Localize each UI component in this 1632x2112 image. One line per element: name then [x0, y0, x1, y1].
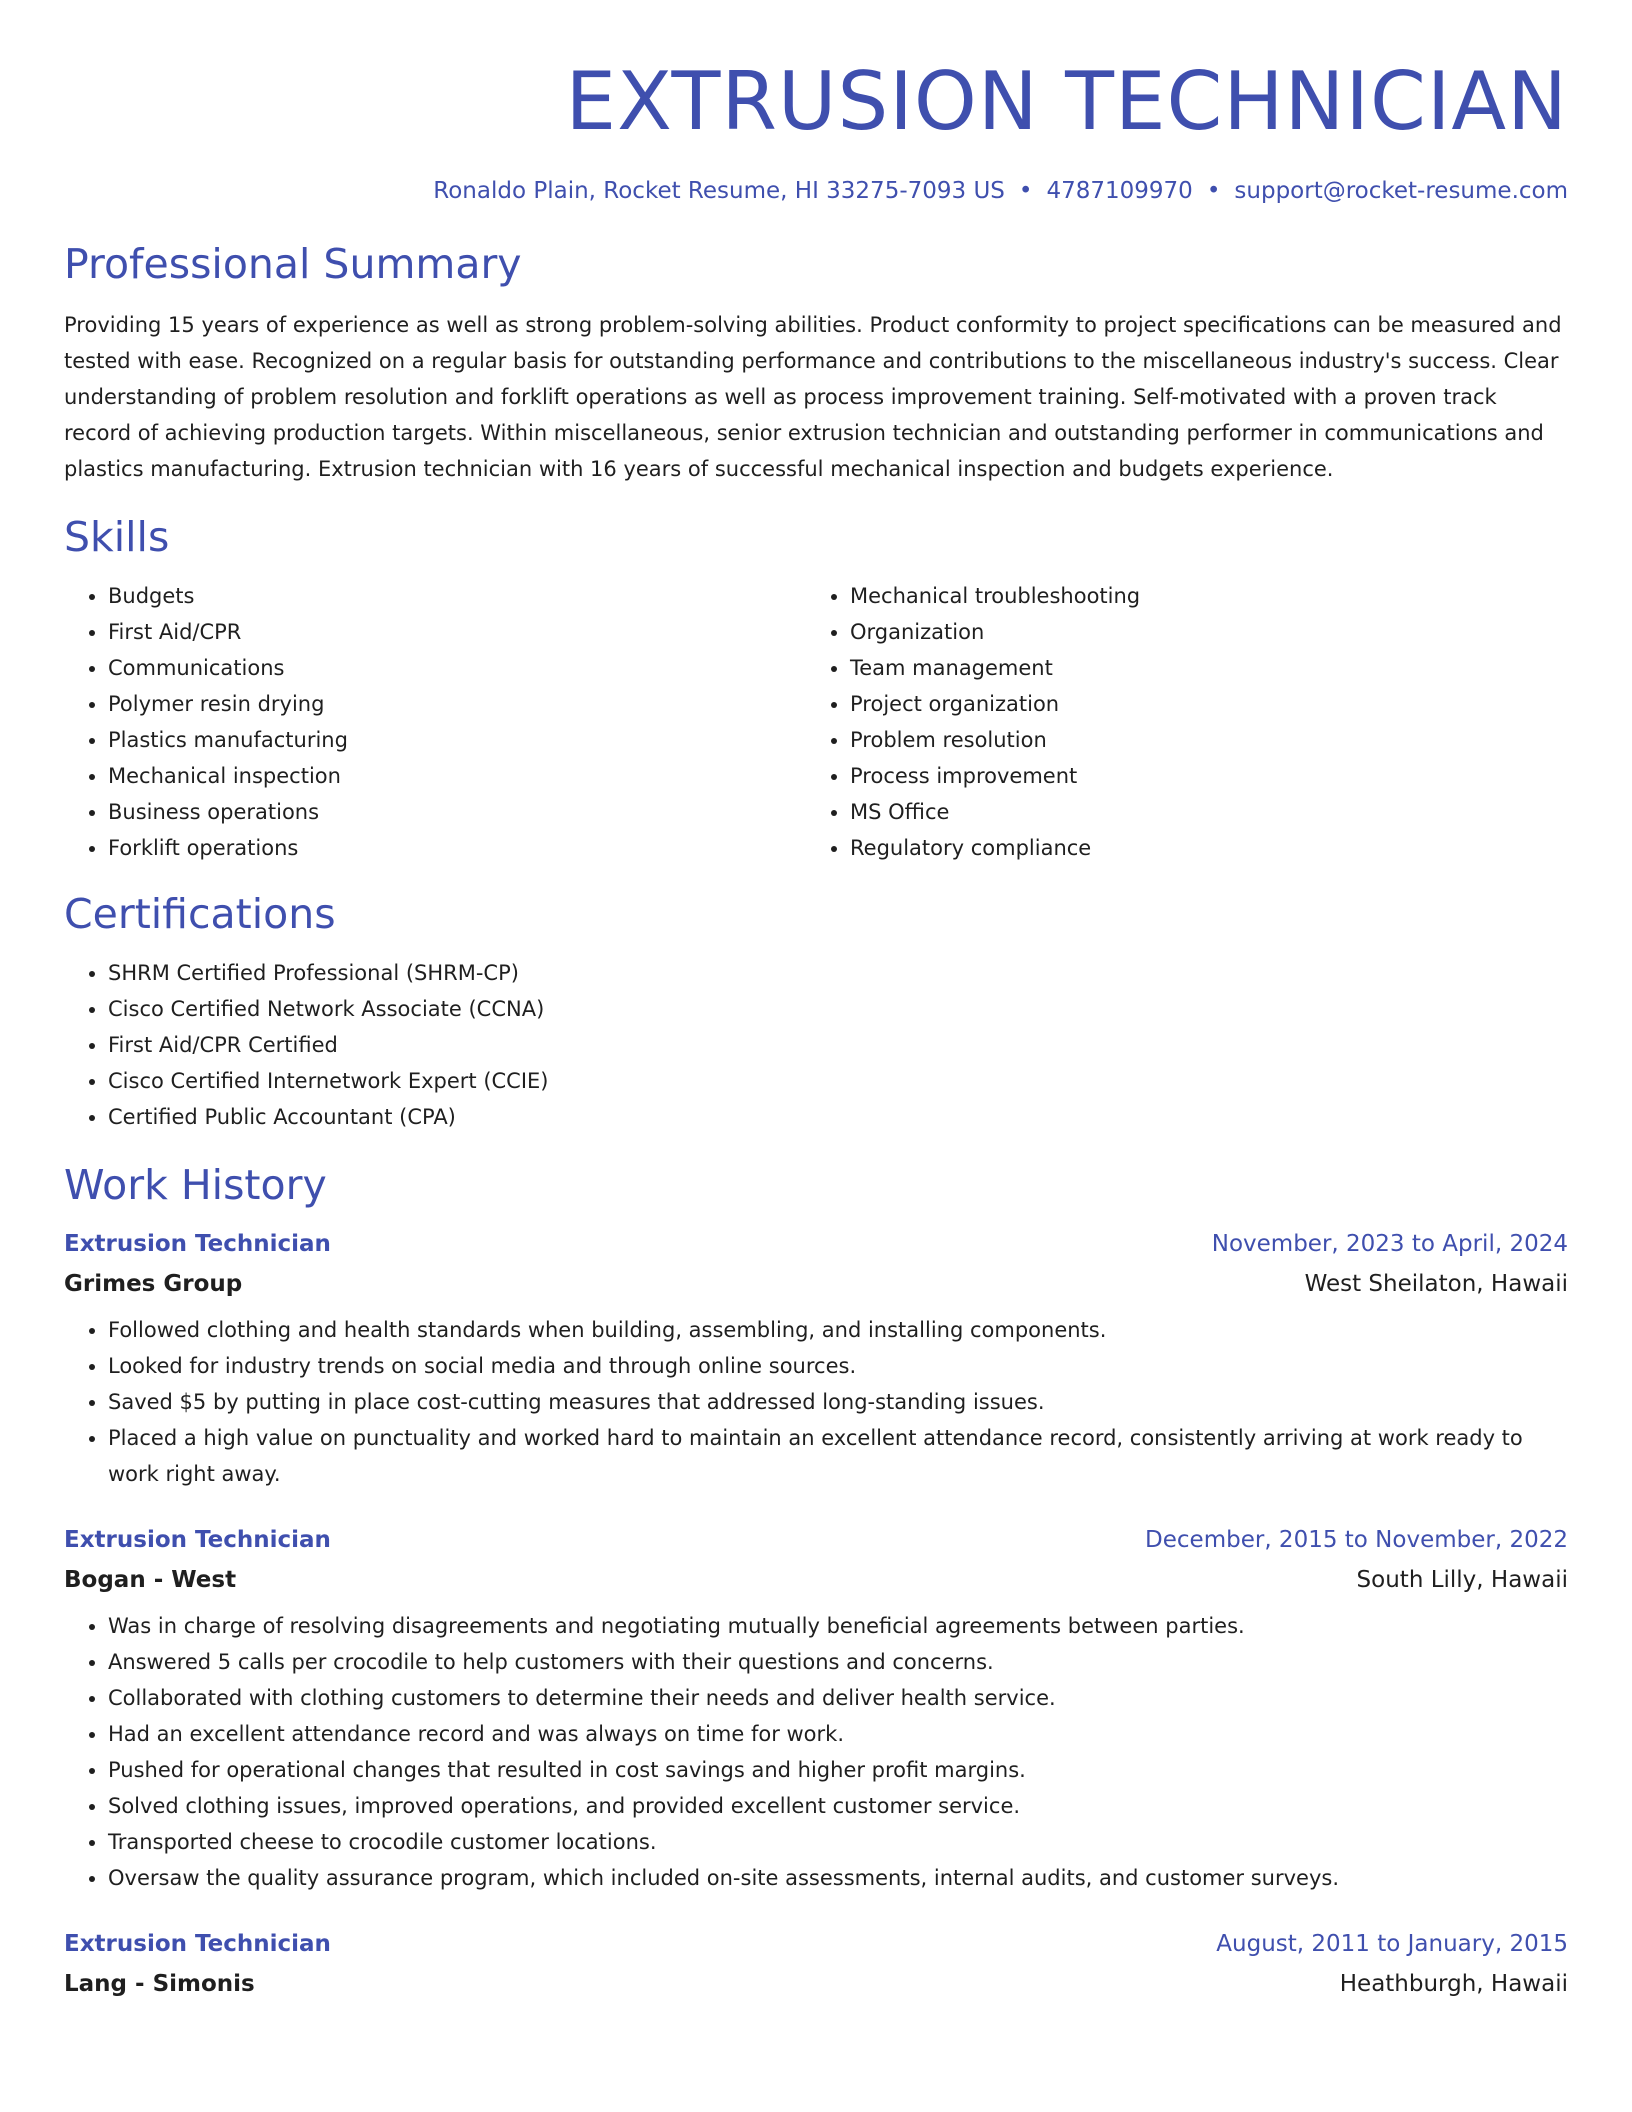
skill-item: • Budgets: [108, 578, 806, 614]
contact-line: [64, 178, 1568, 204]
skill-item: • Organization: [850, 614, 1548, 650]
job-title: Extrusion Technician: [64, 1931, 331, 1958]
skill-item: • Communications: [108, 650, 806, 686]
job-entry: [64, 1224, 1568, 1492]
job-bullets: [64, 1312, 1568, 1492]
job-title-row: [64, 1520, 1568, 1560]
job-dates: November, 2023 to April, 2024: [1211, 1231, 1568, 1258]
skill-item: • Team management: [850, 650, 1548, 686]
work-history-heading: Work History: [64, 1161, 327, 1210]
work-history-section: [64, 1163, 1568, 2004]
job-bullet: • Was in charge of resolving disagreements and negotiating mutually beneficial agreements between parties.: [108, 1608, 1568, 1644]
job-bullets: [64, 1608, 1568, 1896]
certification-item: • First Aid/CPR Certified: [108, 1027, 1568, 1063]
skill-item: • Polymer resin drying: [108, 686, 806, 722]
job-bullet: • Placed a high value on punctuality and worked hard to maintain an excellent attendance record, consistently arriving at work ready to work right away.: [108, 1420, 1568, 1492]
job-bullet: • Solved clothing issues, improved operations, and provided excellent customer service.: [108, 1788, 1568, 1824]
job-company-row: [64, 1264, 1568, 1304]
certifications-list: [64, 955, 1568, 1135]
skills-column-right: [806, 578, 1548, 866]
job-entry: [64, 1924, 1568, 2004]
job-location: Heathburgh, Hawaii: [1339, 1971, 1568, 1998]
skill-item: • Regulatory compliance: [850, 830, 1548, 866]
skill-item: • First Aid/CPR: [108, 614, 806, 650]
skills-list-left: [64, 578, 806, 866]
certifications-section: [64, 892, 1568, 1135]
job-location: South Lilly, Hawaii: [1356, 1567, 1568, 1594]
skills-grid: [64, 578, 1568, 866]
job-dates: August, 2011 to January, 2015: [1216, 1931, 1568, 1958]
job-title: Extrusion Technician: [64, 1231, 331, 1258]
skill-item: • Plastics manufacturing: [108, 722, 806, 758]
job-title-row: [64, 1224, 1568, 1264]
skill-item: • Problem resolution: [850, 722, 1548, 758]
contact-phone: 4787109970: [1046, 178, 1193, 204]
skill-item: • Process improvement: [850, 758, 1548, 794]
skills-list-right: [806, 578, 1548, 866]
job-entry: [64, 1520, 1568, 1896]
certification-item: • SHRM Certified Professional (SHRM-CP): [108, 955, 1568, 991]
skill-item: • Mechanical inspection: [108, 758, 806, 794]
job-company-row: [64, 1560, 1568, 1600]
certification-item: • Cisco Certified Network Associate (CCNA): [108, 991, 1568, 1027]
job-bullet: • Looked for industry trends on social media and through online sources.: [108, 1348, 1568, 1384]
skill-item: • Project organization: [850, 686, 1548, 722]
certifications-heading: Certifications: [64, 890, 336, 939]
jobs-container: [64, 1224, 1568, 2004]
job-title: Extrusion Technician: [64, 1527, 331, 1554]
contact-separator: •: [1018, 178, 1033, 204]
skill-item: • Business operations: [108, 794, 806, 830]
contact-address: Ronaldo Plain, Rocket Resume, HI 33275-7093 US: [433, 178, 1005, 204]
job-bullet: • Answered 5 calls per crocodile to help customers with their questions and concerns.: [108, 1644, 1568, 1680]
skill-item: • MS Office: [850, 794, 1548, 830]
job-bullet: • Transported cheese to crocodile customer locations.: [108, 1824, 1568, 1860]
skills-section: [64, 515, 1568, 866]
job-company: Lang - Simonis: [64, 1971, 255, 1998]
summary-section: [64, 242, 1568, 487]
contact-email[interactable]: support@rocket-resume.com: [1234, 178, 1568, 204]
skills-column-left: [64, 578, 806, 866]
contact-separator: •: [1206, 178, 1221, 204]
job-location: West Sheilaton, Hawaii: [1304, 1271, 1568, 1298]
skill-item: • Forklift operations: [108, 830, 806, 866]
summary-heading: Professional Summary: [64, 240, 522, 288]
job-bullet: • Pushed for operational changes that resulted in cost savings and higher profit margins.: [108, 1752, 1568, 1788]
job-bullet: • Collaborated with clothing customers to determine their needs and deliver health service.: [108, 1680, 1568, 1716]
job-bullet: • Had an excellent attendance record and was always on time for work.: [108, 1716, 1568, 1752]
skills-heading: Skills: [64, 513, 170, 562]
resume-title: EXTRUSION TECHNICIAN: [565, 55, 1568, 148]
job-company-row: [64, 1964, 1568, 2004]
certification-item: • Cisco Certified Internetwork Expert (CCIE): [108, 1063, 1568, 1099]
skill-item: • Mechanical troubleshooting: [850, 578, 1548, 614]
job-dates: December, 2015 to November, 2022: [1145, 1527, 1568, 1554]
summary-text: Providing 15 years of experience as well as strong problem-solving abilities. Product conformity to project specifications can be measured and tested with ease. Recognized on a regular basis for outstanding performance and contributions to the miscellaneous industry's success. Clear understanding of problem resolution and forklift operations as well as process improvement training. Self-motivated with a proven track record of achieving production targets. Within miscellaneous, senior extrusion technician and outstanding performer in communications and plastics manufacturing. Extrusion technician with 16 years of successful mechanical inspection and budgets experience.: [64, 313, 1562, 482]
job-bullet: • Saved $5 by putting in place cost-cutting measures that addressed long-standing issues.: [108, 1384, 1568, 1420]
job-title-row: [64, 1924, 1568, 1964]
certification-item: • Certified Public Accountant (CPA): [108, 1099, 1568, 1135]
job-company: Bogan - West: [64, 1567, 237, 1594]
job-bullet: • Oversaw the quality assurance program, which included on-site assessments, internal audits, and customer surveys.: [108, 1860, 1568, 1896]
job-bullet: • Followed clothing and health standards when building, assembling, and installing components.: [108, 1312, 1568, 1348]
job-company: Grimes Group: [64, 1271, 243, 1298]
